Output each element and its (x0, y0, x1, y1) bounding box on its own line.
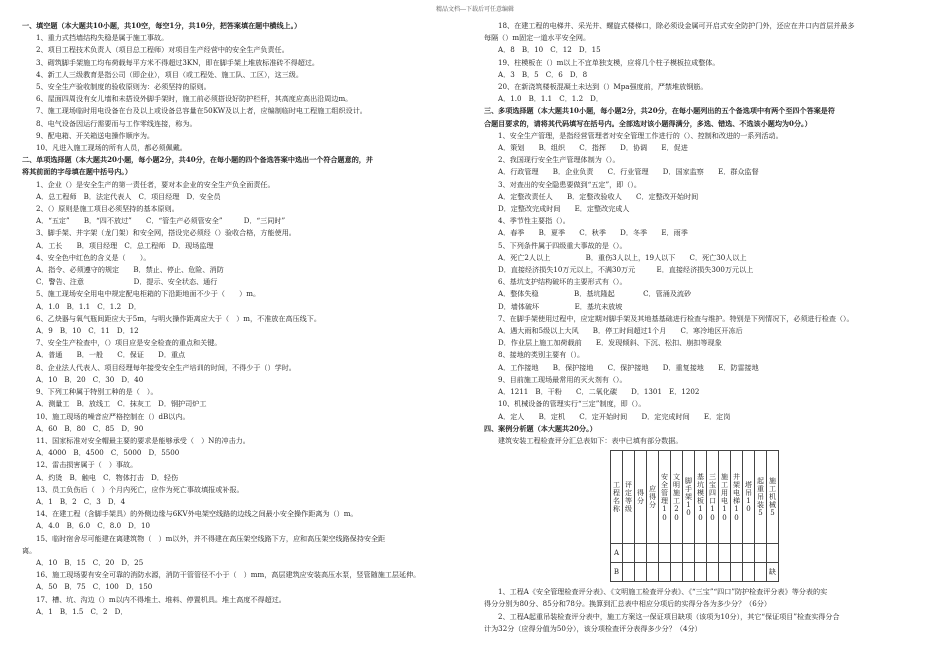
question-line: 17、槽、坑、沟边（）m以内不得堆土、堆料、停置机具。堆土高度不得超过。 (36, 594, 286, 604)
header-label: 应得分 (649, 484, 656, 510)
question-line: A．测量工 B．放线工 C．抹灰工 D．钢护司炉工 (36, 399, 207, 409)
question-line: 7、在脚手架使用过程中，应定期对脚手架及其地基基础进行检查与维护。特别是下列情况下，必须进行检查（）。 (498, 313, 854, 323)
question-line: 1、安全生产管理，是指经营管理者对安全管理工作进行的（）、控制和改进的一系列活动。 (498, 130, 783, 140)
question-line: 12、雷击损害属于（ ）事故。 (36, 460, 138, 470)
question-line: 14、在建工程（含脚手架具）的外侧边缘与6KV外电架空线路的边线之间最小安全操作距离为（）m。 (36, 509, 358, 519)
question-line: 9、配电箱、开关箱送电操作顺序为。 (36, 130, 155, 140)
question-line: A．1 B．2 C．3 D．4 (36, 496, 126, 506)
question-line: 4、新工人三级教育是指公司（即企业），项目（或工程处、施工队、工区），这三级。 (36, 69, 303, 79)
question-line: C．警告、注意 D．提示、安全状态、通行 (36, 277, 218, 287)
question-line: 10、施工现场的噪音应严格控制在（）dB以内。 (36, 411, 190, 421)
question-line: 8、企业法人代表人、项目经理每年接受安全生产培训的时间，不得少于（）学时。 (36, 362, 296, 372)
question-line: A．遇大雨和5级以上大风 B．停工时间超过1个月 C．寒冷地区开冻后 (498, 326, 743, 336)
question-line: 2、（）原则是施工项目必须坚持的基本原则。 (36, 204, 179, 214)
table-cell (719, 544, 731, 563)
question-line: 1、企业（）是安全生产的第一责任者，要对本企业的安全生产负全面责任。 (36, 179, 275, 189)
table-cell: A (611, 544, 623, 563)
table-cell (659, 544, 671, 563)
question-line: A．1.0 B．1.1 C．1.2 D． (498, 94, 603, 104)
table-header-cell (695, 451, 707, 544)
table-cell (623, 563, 635, 582)
question-line: 6、屋面四周没有女儿墙和未搭设外脚手架时，施工前必须搭设好防护栏杆，其高度应高出沿周边m。 (36, 94, 353, 104)
question-line: 2、我国现行安全生产管理体制为（）。 (498, 155, 620, 165)
table-header-cell (719, 451, 731, 544)
table-header-cell (611, 451, 623, 544)
table-cell (731, 544, 743, 563)
question-line: A．1.0 B．1.1 C．1.2 D． (36, 301, 141, 311)
table-header-cell (623, 451, 635, 544)
header-label: 得分 (637, 488, 644, 506)
table-cell (635, 563, 647, 582)
section-heading: 一、填空题（本大题共10小题，共10空，每空1分，共10分，把答案填在题中横线上。） (22, 21, 302, 30)
question-line: 5、施工现场安全用电中规定配电柜箱的下沿距地面不少于（ ）m。 (36, 289, 261, 299)
header-label: 评定等级 (625, 480, 632, 514)
question-line: A．定整改责任人 B．定整改验收人 C．定整改开始时间 (498, 191, 699, 201)
page-header: 精品文档---下载后可任意编辑 (435, 6, 515, 13)
header-label: 三宝四口10 (709, 472, 716, 522)
table-cell (755, 563, 767, 582)
header-label: 施工用电10 (721, 472, 728, 522)
question-line: A．普通 B．一般 C．保证 D．重点 (36, 350, 186, 360)
question-line: A．4000 B．4500 C．5000 D．5500 (36, 448, 180, 458)
question-line: A．60 B．80 C．85 D．90 (36, 423, 144, 433)
question-line: A．1 B．1.5 C．2 D． (36, 606, 128, 616)
table-header-cell (755, 451, 767, 544)
question-line: 8、电气设备因运行需要而与工作零线连接，称为。 (36, 118, 197, 128)
question-line: A．死亡2人以上 B．重伤3人以上，19人以下 C．死亡30人以上 (498, 252, 747, 262)
table-cell (647, 563, 659, 582)
question-line: 10、机械设备的管理实行“三定”制度，即（）。 (498, 399, 646, 409)
table-header-cell (647, 451, 659, 544)
table-header-cell (731, 451, 743, 544)
question-line: A．行政管理 B．企业负责 C．行业管理 D．国家监察 E．群众监督 (498, 167, 759, 177)
section-heading: 合题目要求的，请将其代码填写在括号内。全部选对该小题得满分，多选、错选、不选该小题均为0分。） (484, 118, 812, 128)
header-label: 工程名称 (613, 480, 620, 514)
question-line: 5、安全生产验收制度的验收原则为：必须坚持的原则。 (36, 82, 211, 92)
question-line: D．直接经济损失10万元以上，不满30万元 E．直接经济损失300万元以上 (498, 265, 754, 275)
table-cell (707, 563, 719, 582)
table-header-cell (635, 451, 647, 544)
table-cell (623, 544, 635, 563)
question-line: 19、柱模板在（）m以上不宜单独支模，应将几个柱子模板拉成整体。 (498, 57, 720, 67)
question-line: A．“五定” B．“四不放过” C．“管生产必须管安全” D．“三同时” (36, 216, 286, 226)
table-cell (635, 544, 647, 563)
question-line: 8、接地的类别主要有（）。 (498, 350, 585, 360)
header-label: 施工机械5 (769, 476, 776, 518)
question-line: A．定人 B．定机 C．定开始时间 D．定完成时间 E．定岗 (498, 411, 731, 421)
table-cell (695, 544, 707, 563)
question-line: 4、安全色中红色的含义是（ ）。 (36, 252, 151, 262)
question-line: 离。 (22, 545, 37, 555)
section-heading: 二、单项选择题（本大题共20小题，每小题2分，共40分，在每小题的四个备选答案中选出一个符合题意的，并 (22, 155, 373, 165)
question-line: A．9 B．10 C．11 D．12 (36, 326, 139, 336)
table-cell (767, 544, 779, 563)
header-label: 塔吊10 (745, 480, 752, 514)
question-line: A．整体失稳 B．基坑隆起 C．管涌及流砂 (498, 289, 692, 299)
question-line: 15、临时宿舍尽可能建在离建筑物（ ）m以外，并不得建在高压架空线路下方，应和高压架空线路保持安全距 (36, 533, 386, 543)
header-label: 井架电梯10 (733, 472, 740, 522)
question-line: A．工长 B．项目经理 C．总工程师 D．现场监理 (36, 240, 214, 250)
question-line: 每隔（）m固定一道水平安全网。 (484, 33, 591, 43)
header-label: 脚手架10 (685, 476, 692, 518)
table-header-cell (671, 451, 683, 544)
table-row (611, 563, 779, 582)
question-line: 20、在新浇筑楼板混凝土未达到（）Mpa强度前，严禁堆放钢筋。 (498, 82, 708, 92)
question-line: A．3 B．5 C．6 D．8 (498, 69, 588, 79)
table-header-cell (743, 451, 755, 544)
table-cell (683, 563, 695, 582)
question-line: D．作业层上施工加荷载前 E．发现倾斜、下沉、松扣、崩扣等现象 (498, 338, 722, 348)
question-line: 建筑安装工程检查评分汇总表如下：表中已填有部分数据。 (498, 435, 683, 445)
question-line: A．指令、必须遵守的规定 B．禁止、停止、危险、消防 (36, 265, 224, 275)
table-cell (707, 544, 719, 563)
section-heading: 将其前面的字母填在题中括号内。） (22, 167, 132, 177)
table-cell (743, 544, 755, 563)
question-line: 7、安全生产检查中，（）项目应是安全检查的重点和关键。 (36, 338, 222, 348)
question-line: 10、凡进入施工现场的所有人员，都必须佩戴。 (36, 143, 187, 153)
question-line: 9、目前施工现场最常用的灭火剂有（）。 (498, 374, 627, 384)
table-header-cell (767, 451, 779, 544)
table-cell (671, 544, 683, 563)
question-line: 6、乙炔器与氧气瓶间距应大于5m，与明火操作距离应大于（ ）m，不准放在高压线下。 (36, 313, 321, 323)
question-line: 18、在建工程的电梯井、采光井、螺旋式楼梯口，除必须设金属可开启式安全防护门外，还应在井口内首层并最多 (498, 21, 855, 30)
table-cell (695, 563, 707, 582)
question-line: 13、员工负伤后（ ）个月内死亡，应作为死亡事故填报或补报。 (36, 484, 244, 494)
section-heading: 三、多项选择题（本大题共10小题，每小题2分，共20分，在每小题列出的五个备选项中有两个至四个答案是符 (484, 106, 835, 116)
question-line: 16、施工现场要有安全可靠的消防水源，消防干管管径不小于（ ）mm，高层建筑应安装高压水泵，竖管随施工层延伸。 (36, 570, 421, 580)
question-line: A．10 B．20 C．30 D．40 (36, 374, 144, 384)
question-line: A．总工程师 B．法定代表人 C．项目经理 D．安全员 (36, 191, 221, 201)
table-cell: B (611, 563, 623, 582)
table-cell (743, 563, 755, 582)
question-line: 9、下列工种属于特别工种的是（ ）。 (36, 387, 158, 397)
question-line: A．1211 B．干粉 C．二氧化碳 D．1301 E．1202 (498, 387, 700, 397)
question-line: 2、工程A起重吊装检查评分表中，施工方案这一保证项目缺项（该项为10分），其它“保证项目”检查实得分合 (498, 611, 840, 621)
question-line: 1、重力式挡墙结构失稳是属于施工事故。 (36, 33, 169, 43)
table-header-row (611, 451, 779, 544)
table-header-cell (707, 451, 719, 544)
question-line: 3、砌筑脚手架施工均布荷载每平方米不得超过3KN，即在脚手架上堆放标准砖不得超过。 (36, 57, 319, 67)
table-cell (719, 563, 731, 582)
table-cell (683, 544, 695, 563)
question-line: A．8 B．10 C．12 D．15 (498, 45, 601, 55)
question-line: A．春季 B．夏季 C．秋季 D．冬季 E．雨季 (498, 228, 688, 238)
table-cell (755, 544, 767, 563)
question-line: 7、施工现场临时用电设备在台及以上或设备总容量在50KW及以上者，应编制临时电工程施工组织设计。 (36, 106, 367, 116)
question-line: D．墙体破坏 E．基坑未放坡 (498, 301, 623, 311)
question-line: 得分分别为80分、85分和78分。换算到汇总表中相应分项后的实得分各为多少分？（6分） (484, 599, 771, 609)
question-line: A．50 B．75 C．100 D．150 (36, 582, 153, 592)
table-header-cell (683, 451, 695, 544)
header-label: 基坑模板10 (697, 472, 704, 522)
header-label: 文明施工20 (673, 472, 680, 522)
header-label: 安全管理10 (661, 472, 668, 522)
score-summary-table (610, 450, 779, 582)
question-line: A．工作接地 B．保护接地 C．保护接地 D．重复接地 E．防雷接地 (498, 362, 759, 372)
right-top-questions (484, 20, 934, 447)
question-line: A．灼烫 B．触电 C．物体打击 D．轻伤 (36, 472, 179, 482)
question-line: A．10 B．15 C．20 D．25 (36, 557, 144, 567)
table-cell: 缺 (767, 563, 779, 582)
question-line: 2、项目工程技术负责人（项目总工程师）对项目生产经营中的安全生产负责任。 (36, 45, 289, 55)
question-line: 3、对查出的安全隐患要做到“五定”，即（）。 (498, 179, 641, 189)
section-heading: 四、案例分析题（本大题共20分。） (484, 423, 597, 433)
table-cell (659, 563, 671, 582)
question-line: A．策划 B．组织 C．指挥 D．协调 E．促进 (498, 143, 688, 153)
table-cell (647, 544, 659, 563)
header-label: 起重吊装5 (757, 476, 764, 518)
case-questions (484, 586, 934, 635)
question-line: 1、工程A《安全管理检查评分表》、《文明施工检查评分表》、《“三宝”“四口”防护检查评分表》等分表的实 (498, 587, 828, 597)
left-column (22, 20, 470, 618)
question-line: D．定整改完成时间 E．定整改完成人 (498, 204, 630, 214)
question-line: 11、国家标准对安全帽最主要的要求是能够承受（ ）N的冲击力。 (36, 435, 250, 445)
right-column (484, 20, 934, 635)
table-header-cell (659, 451, 671, 544)
question-line: 5、下列条件属于四级重大事故的是（）。 (498, 240, 627, 250)
question-line: 4、季节性主要指（）。 (498, 216, 570, 226)
question-line: 3、脚手架、井字架（龙门架）和安全网，搭设完必须经（）验收合格，方能使用。 (36, 228, 296, 238)
table-cell (731, 563, 743, 582)
question-line: 计为32分（应得分值为50分），该分项检查评分表得多少分？（4分） (484, 623, 702, 633)
table-row (611, 544, 779, 563)
question-line: A．4.0 B．6.0 C．8.0 D．10 (36, 521, 150, 531)
table-cell (671, 563, 683, 582)
question-line: 6、基坑支护结构破坏的主要形式有（）。 (498, 277, 627, 287)
